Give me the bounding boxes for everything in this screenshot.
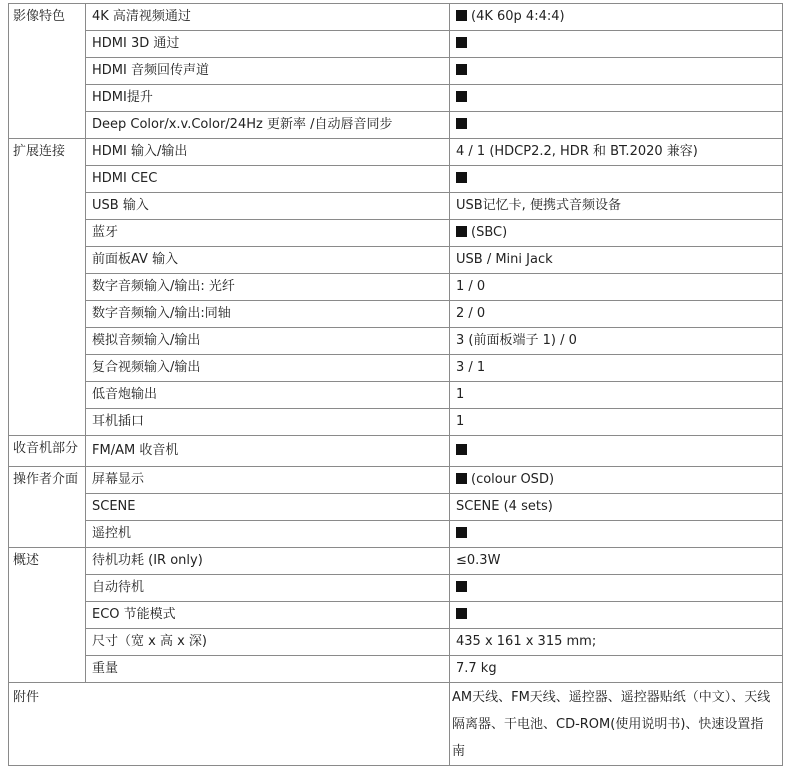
- value-text: USB记忆卡, 便携式音频设备: [456, 198, 621, 213]
- check-square-icon: [456, 37, 467, 48]
- feature-label: Deep Color/x.v.Color/24Hz 更新率 /自动唇音同步: [86, 112, 450, 139]
- spec-row: [9, 247, 783, 274]
- spec-row: [9, 301, 783, 328]
- spec-row: [9, 548, 783, 575]
- feature-label: USB 输入: [86, 193, 450, 220]
- spec-row: [9, 494, 783, 521]
- feature-label: 尺寸（宽 x 高 x 深): [86, 629, 450, 656]
- value-cell: [450, 58, 783, 85]
- spec-row: [9, 220, 783, 247]
- category-label: 操作者介面: [9, 467, 86, 548]
- spec-table: [8, 3, 783, 766]
- spec-row: [9, 382, 783, 409]
- spec-row: [9, 112, 783, 139]
- feature-label: 模拟音频输入/输出: [86, 328, 450, 355]
- category-label: 影像特色: [9, 4, 86, 139]
- feature-label: 数字音频输入/输出: 光纤: [86, 274, 450, 301]
- feature-label: ECO 节能模式: [86, 602, 450, 629]
- value-cell: [450, 4, 783, 31]
- value-text: 2 / 0: [456, 306, 486, 321]
- spec-row: [9, 85, 783, 112]
- feature-label: 耳机插口: [86, 409, 450, 436]
- value-text: 435 x 161 x 315 mm;: [456, 634, 597, 649]
- value-text: USB / Mini Jack: [456, 252, 553, 267]
- spec-row: [9, 575, 783, 602]
- feature-label: 复合视频输入/输出: [86, 355, 450, 382]
- value-cell: [450, 602, 783, 629]
- spec-row: [9, 436, 783, 467]
- value-cell: [450, 548, 783, 575]
- value-cell: [450, 467, 783, 494]
- spec-row: [9, 139, 783, 166]
- check-square-icon: [456, 10, 467, 21]
- value-cell: [450, 575, 783, 602]
- value-cell: [450, 629, 783, 656]
- check-square-icon: [456, 64, 467, 75]
- spec-row: [9, 274, 783, 301]
- accessories-label: 附件: [9, 683, 450, 766]
- value-cell: [450, 139, 783, 166]
- check-square-icon: [456, 118, 467, 129]
- value-cell: [450, 85, 783, 112]
- feature-label: HDMI 3D 通过: [86, 31, 450, 58]
- check-square-icon: [456, 581, 467, 592]
- category-label: 扩展连接: [9, 139, 86, 436]
- value-text: (4K 60p 4:4:4): [471, 9, 565, 24]
- value-cell: [450, 656, 783, 683]
- category-label: 收音机部分: [9, 436, 86, 467]
- value-text: ≤0.3W: [456, 553, 501, 568]
- value-text: 3 (前面板端子 1) / 0: [456, 333, 577, 348]
- check-square-icon: [456, 172, 467, 183]
- spec-row: [9, 467, 783, 494]
- feature-label: 待机功耗 (IR only): [86, 548, 450, 575]
- check-square-icon: [456, 91, 467, 102]
- spec-row: [9, 193, 783, 220]
- value-cell: [450, 247, 783, 274]
- feature-label: 前面板AV 输入: [86, 247, 450, 274]
- check-square-icon: [456, 527, 467, 538]
- value-text: 7.7 kg: [456, 661, 497, 676]
- value-text: 1: [456, 387, 465, 402]
- spec-row: [9, 166, 783, 193]
- value-cell: [450, 382, 783, 409]
- feature-label: HDMI 音频回传声道: [86, 58, 450, 85]
- value-cell: [450, 301, 783, 328]
- value-cell: [450, 193, 783, 220]
- category-label: 概述: [9, 548, 86, 683]
- check-square-icon: [456, 608, 467, 619]
- value-text: 3 / 1: [456, 360, 486, 375]
- feature-label: HDMI提升: [86, 85, 450, 112]
- spec-row: [9, 656, 783, 683]
- value-cell: [450, 409, 783, 436]
- feature-label: 遥控机: [86, 521, 450, 548]
- spec-row: [9, 328, 783, 355]
- value-cell: [450, 112, 783, 139]
- feature-label: FM/AM 收音机: [86, 436, 450, 467]
- value-text: (SBC): [471, 225, 508, 240]
- check-square-icon: [456, 444, 467, 455]
- accessories-row: [9, 683, 783, 766]
- accessories-value: AM天线、FM天线、遥控器、遥控器贴纸（中文）、天线隔离器、干电池、CD-ROM(使用说明书)、快速设置指南: [450, 683, 783, 766]
- spec-table-body: [9, 4, 783, 766]
- feature-label: HDMI CEC: [86, 166, 450, 193]
- feature-label: 自动待机: [86, 575, 450, 602]
- value-cell: [450, 355, 783, 382]
- feature-label: 重量: [86, 656, 450, 683]
- spec-row: [9, 602, 783, 629]
- value-cell: [450, 521, 783, 548]
- spec-row: [9, 4, 783, 31]
- value-text: SCENE (4 sets): [456, 499, 553, 514]
- spec-row: [9, 521, 783, 548]
- value-text: 4 / 1 (HDCP2.2, HDR 和 BT.2020 兼容): [456, 144, 698, 159]
- feature-label: 4K 高清视频通过: [86, 4, 450, 31]
- value-text: (colour OSD): [471, 472, 555, 487]
- value-cell: [450, 494, 783, 521]
- value-cell: [450, 328, 783, 355]
- feature-label: 蓝牙: [86, 220, 450, 247]
- spec-row: [9, 629, 783, 656]
- check-square-icon: [456, 226, 467, 237]
- feature-label: 低音炮输出: [86, 382, 450, 409]
- feature-label: HDMI 输入/输出: [86, 139, 450, 166]
- value-text: 1 / 0: [456, 279, 486, 294]
- value-cell: [450, 274, 783, 301]
- check-square-icon: [456, 473, 467, 484]
- value-cell: [450, 220, 783, 247]
- spec-row: [9, 58, 783, 85]
- spec-row: [9, 409, 783, 436]
- value-cell: [450, 436, 783, 467]
- spec-row: [9, 31, 783, 58]
- value-text: 1: [456, 414, 465, 429]
- feature-label: 屏幕显示: [86, 467, 450, 494]
- value-cell: [450, 166, 783, 193]
- value-cell: [450, 31, 783, 58]
- feature-label: SCENE: [86, 494, 450, 521]
- feature-label: 数字音频输入/输出:同轴: [86, 301, 450, 328]
- spec-row: [9, 355, 783, 382]
